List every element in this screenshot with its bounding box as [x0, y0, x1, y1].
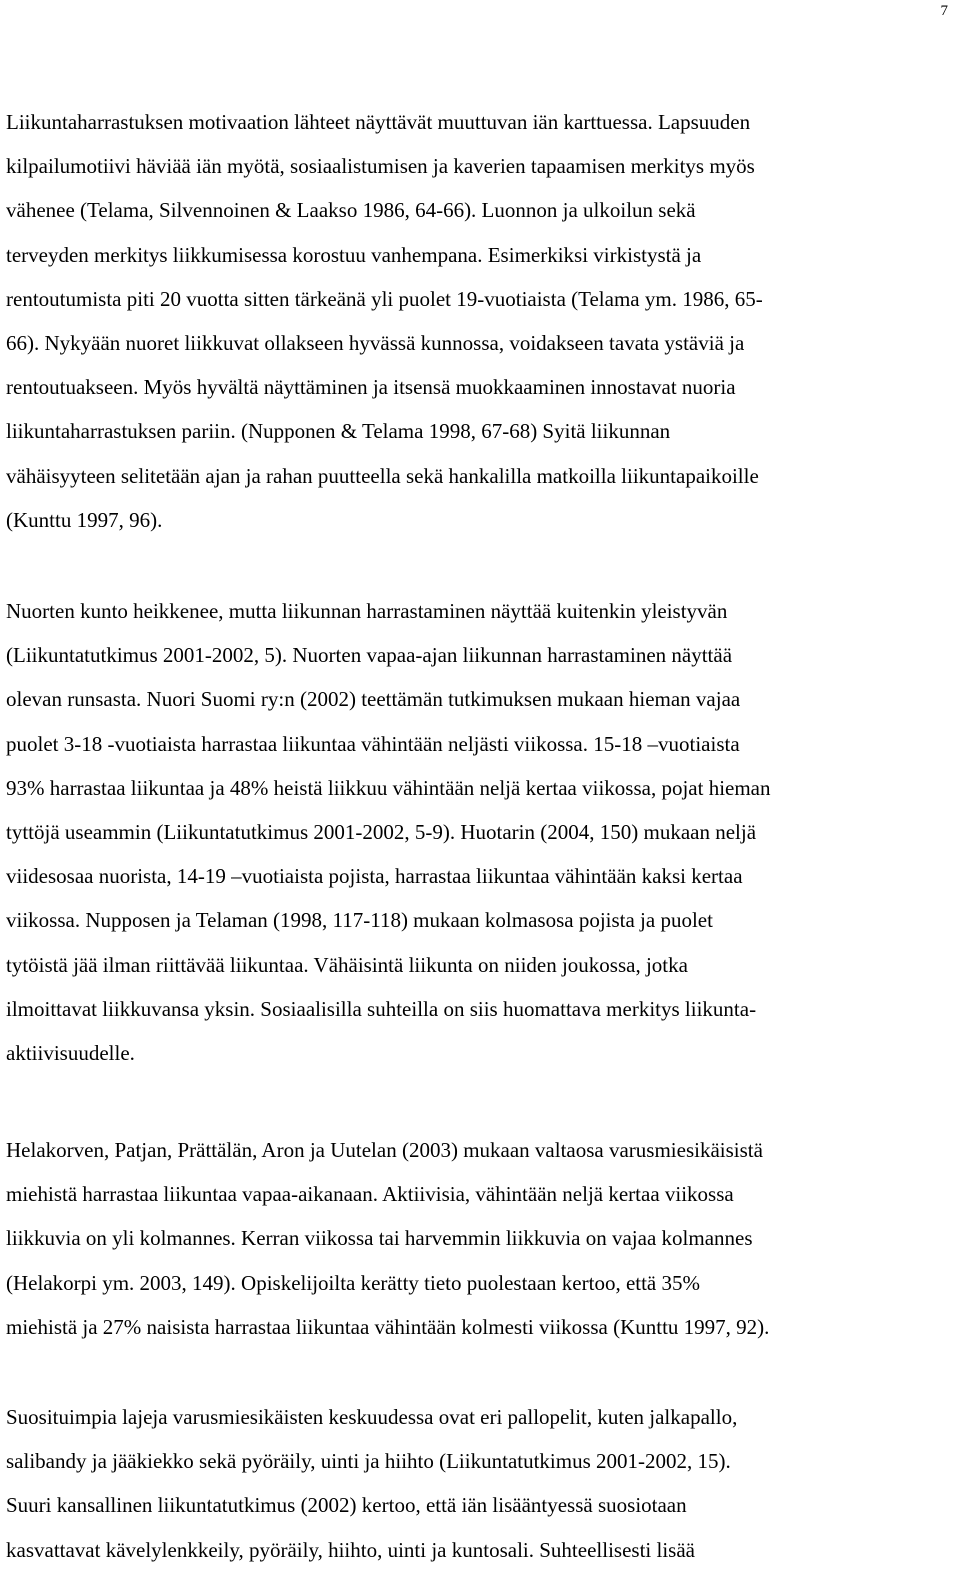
page-number: 7 [940, 3, 948, 19]
paragraph-motivation [6, 100, 956, 542]
text-line: liikuntaharrastuksen pariin. (Nupponen & Telama 1998, 67-68) Syitä liikunnan [6, 419, 671, 444]
text-line: (Kunttu 1997, 96). [6, 507, 163, 532]
text-line: (Liikuntatutkimus 2001-2002, 5). Nuorten vapaa-ajan liikunnan harrastaminen näyttää [6, 643, 733, 668]
text-line: 66). Nykyään nuoret liikkuvat ollakseen hyvässä kunnossa, voidakseen tavata ystäviä ja [6, 331, 745, 356]
text-line: Suuri kansallinen liikuntatutkimus (2002) kertoo, että iän lisääntyessä suosiotaan [6, 1493, 687, 1518]
text-line: 93% harrastaa liikuntaa ja 48% heistä liikkuu vähintään neljä kertaa viikossa, pojat hieman [6, 775, 771, 800]
text-line: Helakorven, Patjan, Prättälän, Aron ja Uutelan (2003) mukaan valtaosa varusmiesikäisistä [6, 1138, 763, 1162]
text-line: olevan runsasta. Nuori Suomi ry:n (2002) teettämän tutkimuksen mukaan hieman vajaa [6, 687, 741, 712]
text-line: (Helakorpi ym. 2003, 149). Opiskelijoilta kerätty tieto puolestaan kertoo, että 35% [6, 1270, 700, 1295]
text-line: kilpailumotiivi häviää iän myötä, sosiaalistumisen ja kaverien tapaamisen merkitys myös [6, 154, 755, 179]
paragraph-youth-fitness [6, 589, 956, 1075]
text-line: ilmoittavat liikkuvansa yksin. Sosiaalisilla suhteilla on siis huomattava merkitys liikunta- [6, 996, 757, 1021]
text-line: terveyden merkitys liikkumisessa korostuu vanhempana. Esimerkiksi virkistystä ja [6, 242, 702, 267]
text-line: tyttöjä useammin (Liikuntatutkimus 2001-2002, 5-9). Huotarin (2004, 150) mukaan neljä [6, 820, 757, 845]
text-line: aktiivisuudelle. [6, 1041, 135, 1066]
text-line: viikossa. Nupposen ja Telaman (1998, 117-118) mukaan kolmasosa pojista ja puolet [6, 908, 713, 933]
text-line: vähenee (Telama, Silvennoinen & Laakso 1986, 64-66). Luonnon ja ulkoilun sekä [6, 198, 696, 223]
text-line: puolet 3-18 -vuotiaista harrastaa liikuntaa vähintään neljästi viikossa. 15-18 –vuotiaista [6, 731, 740, 756]
text-line: viidesosaa nuorista, 14-19 –vuotiaista pojista, harrastaa liikuntaa vähintään kaksi kertaa [6, 864, 743, 889]
text-line: vähäisyyteen selitetään ajan ja rahan puutteella sekä hankalilla matkoilla liikuntapaikoille [6, 463, 759, 488]
text-line: kasvattavat kävelylenkkeily, pyöräily, hiihto, uinti ja kuntosali. Suhteellisesti lisää [6, 1537, 695, 1562]
text-line: tytöistä jää ilman riittävää liikuntaa. Vähäisintä liikunta on niiden joukossa, jotka [6, 952, 688, 977]
text-line: liikkuvia on yli kolmannes. Kerran viikossa tai harvemmin liikkuvia on vajaa kolmannes [6, 1226, 753, 1251]
text-line: rentoutuakseen. Myös hyvältä näyttäminen ja itsensä muokkaaminen innostavat nuoria [6, 375, 736, 400]
text-line: salibandy ja jääkiekko sekä pyöräily, uinti ja hiihto (Liikuntatutkimus 2001-2002, 15). [6, 1449, 731, 1474]
paragraph-conscript-age [6, 1128, 956, 1349]
text-line: miehistä ja 27% naisista harrastaa liikuntaa vähintään kolmesti viikossa (Kunttu 1997, 92). [6, 1314, 770, 1339]
text-line: Nuorten kunto heikkenee, mutta liikunnan harrastaminen näyttää kuitenkin yleistyvän [6, 599, 728, 623]
text-line: rentoutumista piti 20 vuotta sitten tärkeänä yli puolet 19-vuotiaista (Telama ym. 1986, 65- [6, 286, 763, 311]
text-line: miehistä harrastaa liikuntaa vapaa-aikanaan. Aktiivisia, vähintään neljä kertaa viikossa [6, 1182, 734, 1207]
text-line: Suosituimpia lajeja varusmiesikäisten keskuudessa ovat eri pallopelit, kuten jalkapallo, [6, 1405, 738, 1429]
paragraph-popular-sports [6, 1395, 956, 1572]
text-line: Liikuntaharrastuksen motivaation lähteet näyttävät muuttuvan iän karttuessa. Lapsuuden [6, 110, 751, 134]
